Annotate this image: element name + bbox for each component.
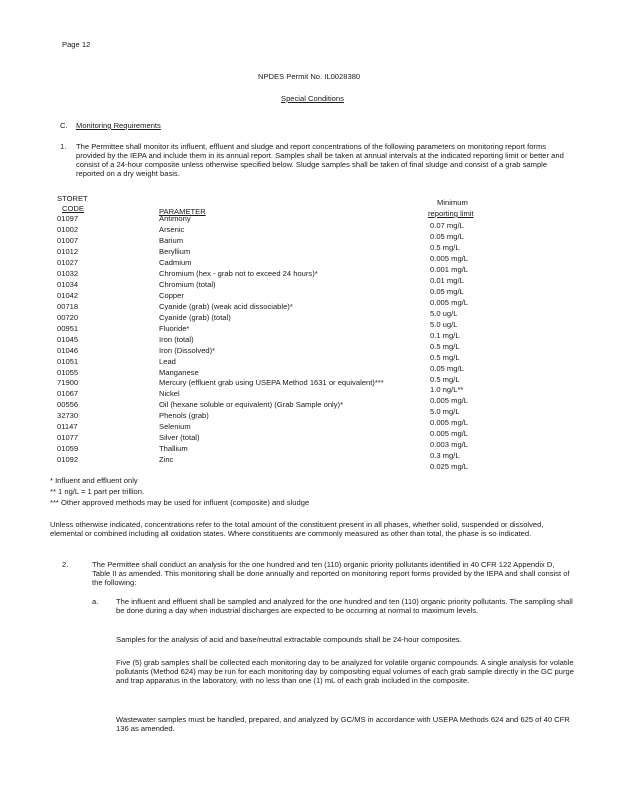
storet-code: 01067 [57, 389, 79, 398]
storet-code: 01046 [57, 346, 79, 355]
parameter-name: Silver (total) [159, 433, 200, 442]
reporting-limit: 0.003 mg/L [430, 440, 468, 449]
parameter-name: Cadmium [159, 258, 192, 267]
storet-code: 01032 [57, 269, 79, 278]
reporting-limit: 0.005 mg/L [430, 418, 468, 427]
reporting-limit: 0.5 mg/L [430, 342, 460, 351]
item-1-number: 1. [60, 142, 67, 151]
parameter-name: Iron (Dissolved)* [159, 346, 216, 355]
parameter-name: Fluoride* [159, 324, 190, 333]
table-row [0, 455, 618, 471]
parameter-name: Cyanide (grab) (weak acid dissociable)* [159, 302, 293, 311]
reporting-limit: 1.0 ng/L** [430, 385, 464, 394]
parameter-name: Cyanide (grab) (total) [159, 313, 231, 322]
item-2-paragraph: The Permittee shall conduct an analysis for the one hundred and ten (110) organic priority pollutants identified in 40 CFR 122 Appendix D, Table II as amended. This monitoring shall be done annually and reported on monitoring report forms provided by the IEPA and shall consist of the following: [92, 560, 570, 588]
parameter-name: Manganese [159, 368, 199, 377]
permit-number-title: NPDES Permit No. IL0028380 [258, 72, 361, 81]
item-2-number: 2. [62, 560, 69, 569]
storet-code: 01097 [57, 214, 79, 223]
parameter-name: Barium [159, 236, 184, 245]
parameter-name: Chromium (hex - grab not to exceed 24 hours)* [159, 269, 318, 278]
parameter-name: Mercury (effluent grab using USEPA Method 1631 or equivalent)*** [159, 378, 384, 387]
reporting-limit: 0.005 mg/L [430, 429, 468, 438]
storet-label: STORET [57, 194, 88, 203]
reporting-limit: 0.5 mg/L [430, 243, 460, 252]
item-2a-paragraph: The influent and effluent shall be sampled and analyzed for the one hundred and ten (110) organic priority pollutants. The sampling shall be done during a day when industrial discharges are expected to be occurring at normal to maximum levels. [116, 597, 573, 616]
storet-code: 01051 [57, 357, 79, 366]
storet-code: 01002 [57, 225, 79, 234]
storet-code: 01147 [57, 422, 78, 431]
reporting-limit: 0.1 mg/L [430, 331, 460, 340]
parameter-name: Arsenic [159, 225, 185, 234]
reporting-limit: 0.005 mg/L [430, 396, 468, 405]
item-1-paragraph: The Permittee shall monitor its influent, effluent and sludge and report concentrations of the following parameters on monitoring report forms provided by the IEPA and include them in its annual report. Samples shall be taken at annual intervals at the indicated reporting limit or better and consist of a 24-hour composite unless otherwise specified below. Sludge samples shall be taken of final sludge and consist of a grab sample reported on a dry weight basis. [76, 142, 564, 179]
parameter-name: Iron (total) [159, 335, 194, 344]
reporting-limit: 0.5 mg/L [430, 375, 460, 384]
reporting-limit: 0.01 mg/L [430, 276, 464, 285]
footnote: ** 1 ng/L = 1 part per trillion. [50, 487, 145, 496]
parameter-name: Lead [159, 357, 176, 366]
wastewater-methods-paragraph: Wastewater samples must be handled, prepared, and analyzed by GC/MS in accordance with USEPA Methods 624 and 625 of 40 CFR 136 as amended. [116, 715, 570, 734]
storet-code: 00718 [57, 302, 79, 311]
reporting-limit: 0.005 mg/L [430, 254, 468, 263]
reporting-limit: 0.001 mg/L [430, 265, 468, 274]
storet-code: 01034 [57, 280, 79, 289]
storet-code: 32730 [57, 411, 79, 420]
parameter-name: Phenols (grab) [159, 411, 209, 420]
storet-code: 01042 [57, 291, 79, 300]
reporting-limit-header: reporting limit [428, 209, 474, 218]
parameter-name: Copper [159, 291, 184, 300]
code-header: CODE [62, 204, 84, 213]
parameter-name: Thallium [159, 444, 188, 453]
reporting-limit: 0.005 mg/L [430, 298, 468, 307]
storet-code: 71900 [57, 378, 79, 387]
item-2a-letter: a. [92, 597, 99, 606]
storet-code: 01012 [57, 247, 79, 256]
reporting-limit: 0.025 mg/L [430, 462, 468, 471]
parameter-name: Selenium [159, 422, 191, 431]
parameter-header: PARAMETER [159, 207, 206, 216]
footnote: *** Other approved methods may be used for influent (composite) and sludge [50, 498, 310, 507]
special-conditions-title: Special Conditions [281, 94, 344, 103]
reporting-limit: 5.0 ug/L [430, 309, 458, 318]
storet-code: 00556 [57, 400, 79, 409]
storet-code: 01077 [57, 433, 79, 442]
reporting-limit: 5.0 mg/L [430, 407, 460, 416]
parameter-name: Chromium (total) [159, 280, 216, 289]
parameter-name: Antimony [159, 214, 191, 223]
parameter-name: Beryllium [159, 247, 191, 256]
minimum-label: Minimum [437, 198, 468, 207]
reporting-limit: 0.05 mg/L [430, 287, 464, 296]
reporting-limit: 0.07 mg/L [430, 221, 464, 230]
section-letter: C. [60, 121, 68, 130]
page-number: Page 12 [62, 40, 91, 49]
reporting-limit: 0.05 mg/L [430, 364, 464, 373]
reporting-limit: 0.3 mg/L [430, 451, 460, 460]
footnote: * Influent and effluent only [50, 476, 138, 485]
grab-samples-paragraph: Five (5) grab samples shall be collected each monitoring day to be analyzed for volatile organic compounds. A single analysis for volatile pollutants (Method 624) may be run for each monitoring day by compositing equal volumes of each grab sample directly in the GC purge and trap apparatus in the laboratory, with no less than one (1) mL of each grab included in the composite. [116, 658, 574, 686]
reporting-limit: 0.5 mg/L [430, 353, 460, 362]
monitoring-requirements-heading: Monitoring Requirements [76, 121, 161, 130]
parameter-name: Zinc [159, 455, 174, 464]
reporting-limit: 5.0 ug/L [430, 320, 458, 329]
parameter-name: Nickel [159, 389, 180, 398]
storet-code: 01092 [57, 455, 79, 464]
storet-code: 01027 [57, 258, 79, 267]
reporting-limit: 0.05 mg/L [430, 232, 464, 241]
composite-samples-paragraph: Samples for the analysis of acid and base/neutral extractable compounds shall be 24-hour composites. [116, 635, 462, 644]
storet-code: 00951 [57, 324, 79, 333]
storet-code: 01007 [57, 236, 79, 245]
parameter-name: Oil (hexane soluble or equivalent) (Grab Sample only)* [159, 400, 344, 409]
storet-code: 00720 [57, 313, 79, 322]
storet-code: 01045 [57, 335, 79, 344]
storet-code: 01059 [57, 444, 79, 453]
unless-indicated-paragraph: Unless otherwise indicated, concentrations refer to the total amount of the constituent present in all phases, whether solid, suspended or dissolved, elemental or combined including all oxidation states. Where constituents are commonly measured as other than total, the phase is so indicated. [50, 520, 544, 539]
storet-code: 01055 [57, 368, 79, 377]
